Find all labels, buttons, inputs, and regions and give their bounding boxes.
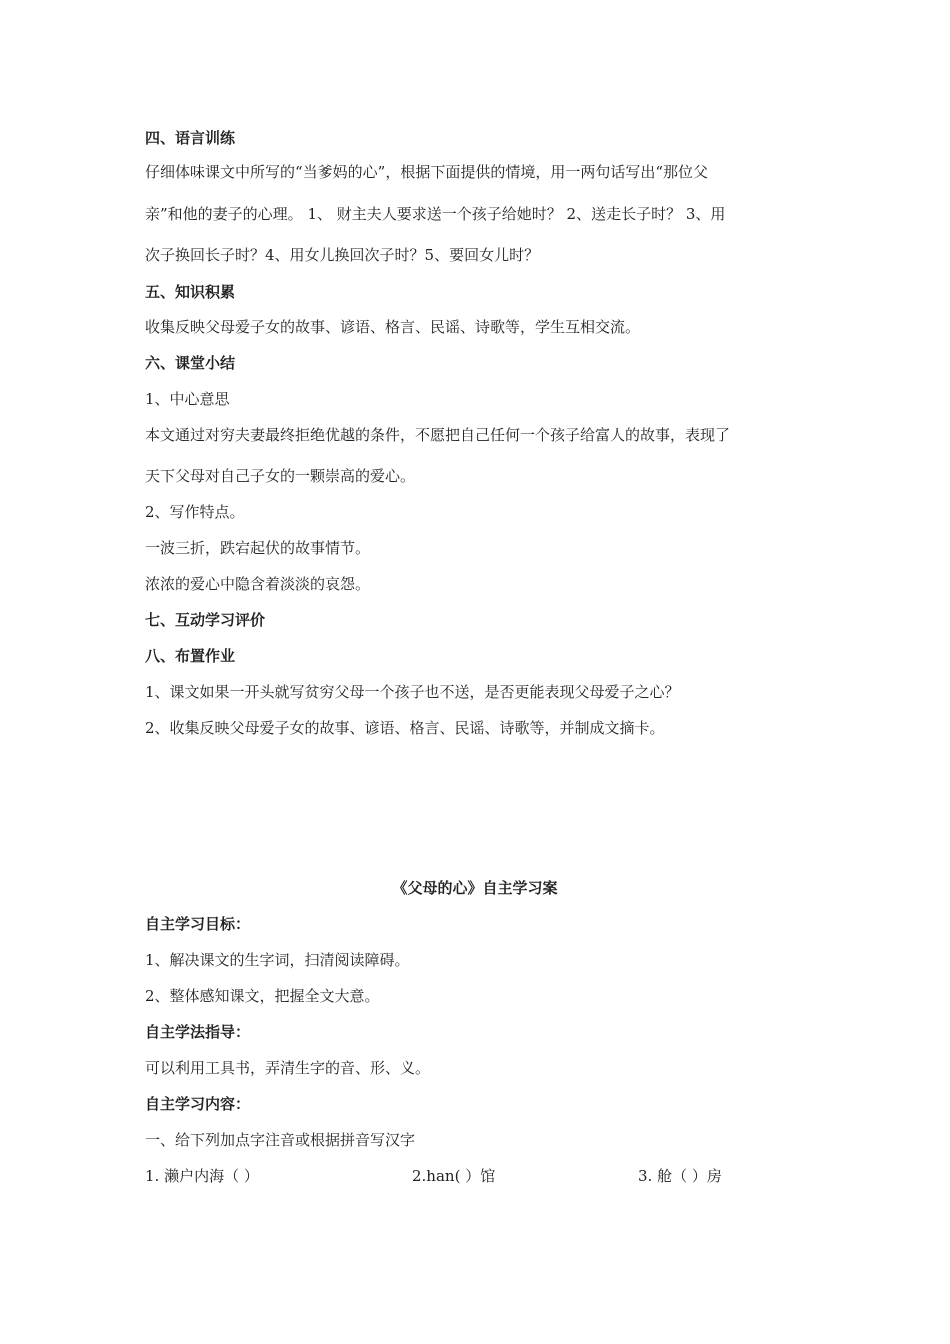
section-6-line-1: 1、中心意思 — [145, 390, 230, 408]
goal-2: 2、整体感知课文，把握全文大意。 — [145, 987, 380, 1005]
section-8-heading: 八、布置作业 — [145, 647, 236, 665]
section-6-line-2: 本文通过对穷夫妻最终拒绝优越的条件，不愿把自己任何一个孩子给富人的故事，表现了 — [145, 426, 731, 444]
fill-item-3: 3. 舱（ ）房 — [638, 1167, 722, 1185]
goals-heading: 自主学习目标： — [145, 915, 251, 933]
fill-item-1: 1. 濑户内海（ ） — [145, 1167, 259, 1185]
section-6-line-5: 一波三折，跌宕起伏的故事情节。 — [145, 539, 371, 557]
goal-1: 1、解决课文的生字词，扫清阅读障碍。 — [145, 951, 410, 969]
section-6-line-3: 天下父母对自己子女的一颗崇高的爱心。 — [145, 467, 416, 485]
fill-item-2: 2.han( ）馆 — [412, 1167, 496, 1185]
content-item: 一、给下列加点字注音或根据拼音写汉字 — [145, 1131, 416, 1149]
section-4-line-3: 次子换回长子时？4、用女儿换回次子时？5、要回女儿时？ — [145, 246, 540, 264]
section-4-line-2: 亲”和他的妻子的心理。 1、 财主夫人要求送一个孩子给她时？ 2、送走长子时？ 3、用 — [145, 205, 726, 223]
section-5-heading: 五、知识积累 — [145, 283, 236, 301]
section-4-heading: 四、语言训练 — [145, 129, 236, 147]
content-heading: 自主学习内容： — [145, 1095, 251, 1113]
section-6-heading: 六、课堂小结 — [145, 354, 236, 372]
section-8-line-2: 2、收集反映父母爱子女的故事、谚语、格言、民谣、诗歌等，并制成文摘卡。 — [145, 719, 665, 737]
section-6-line-6: 浓浓的爱心中隐含着淡淡的哀怨。 — [145, 575, 371, 593]
method-text: 可以利用工具书，弄清生字的音、形、义。 — [145, 1059, 431, 1077]
section-6-line-4: 2、写作特点。 — [145, 503, 245, 521]
fill-in-row — [145, 1166, 805, 1186]
section-5-line-1: 收集反映父母爱子女的故事、谚语、格言、民谣、诗歌等，学生互相交流。 — [145, 318, 641, 336]
study-plan-title: 《父母的心》自主学习案 — [392, 879, 558, 897]
section-7-heading: 七、互动学习评价 — [145, 611, 266, 629]
section-4-line-1: 仔细体味课文中所写的“当爹妈的心”，根据下面提供的情境，用一两句话写出“那位父 — [145, 163, 709, 181]
section-8-line-1: 1、课文如果一开头就写贫穷父母一个孩子也不送，是否更能表现父母爱子之心？ — [145, 683, 680, 701]
method-heading: 自主学法指导： — [145, 1023, 251, 1041]
